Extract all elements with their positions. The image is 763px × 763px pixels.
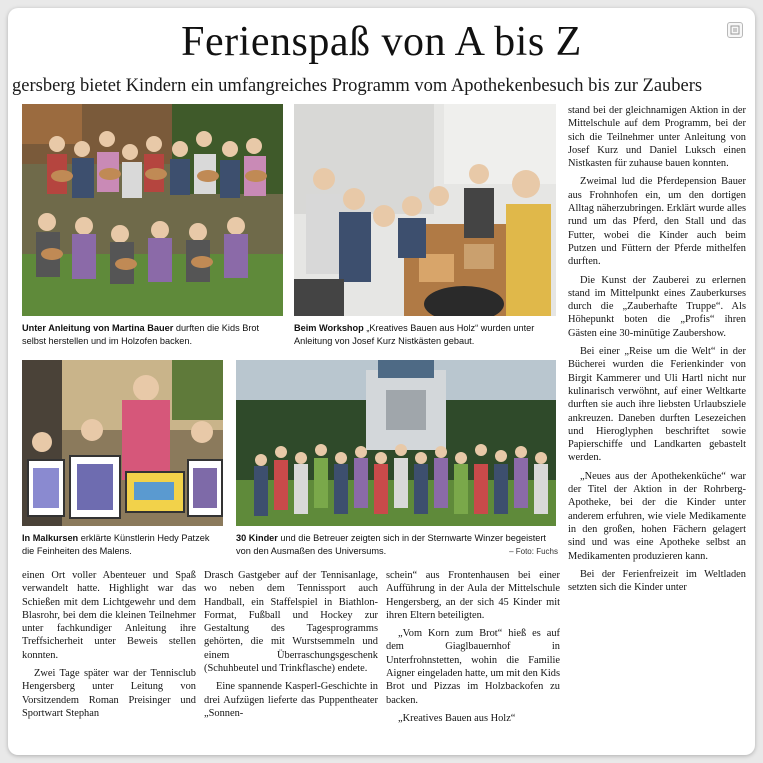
caption-bold: In Malkursen xyxy=(22,533,79,543)
paragraph: schein“ aus Frontenhausen bei einer Aufführung in der Aula der Mittelschule Hengersberg, an der sich 45 Kinder mit ihren Eltern beteiligten. xyxy=(386,570,560,621)
caption-text: erklärte Künstlerin Hedy Patzek die Feinheiten des Malens. xyxy=(22,533,210,556)
photo-bread-baking xyxy=(22,104,283,316)
caption-bold: Unter Anleitung von Martina Bauer xyxy=(22,323,174,333)
text-column-right xyxy=(568,104,746,599)
paragraph: Zweimal lud die Pferdepension Bauer aus Frohnhofen ein, um den dortigen Alltag näherzubringen. Erklärt wurde alles rund um das Pferd, den Stall und das Futter, wobei die Kinder auch beim Putzen und Füttern der Pferde mithelfen durften. xyxy=(568,176,746,268)
paragraph: „Vom Korn zum Brot“ hieß es auf dem Giaglbauernhof in Unterfrohnstetten, wohin die Familie Aigner eingeladen hatte, um mit den Kids Brot und Pizzas im Holzbackofen zu backen. xyxy=(386,628,560,706)
photo-credit: – Foto: Fuchs xyxy=(509,547,558,556)
photo-woodworking xyxy=(294,104,556,316)
paragraph: stand bei der gleichnamigen Aktion in der Mittelschule auf dem Programm, bei der sich die Teilnehmer unter Anleitung von Josef Kurz und Daniel Luksch einen Nistkasten für zuhause bauen konnten. xyxy=(568,105,746,170)
paragraph: Bei der Ferienfreizeit im Weltladen setzten sich die Kinder unter xyxy=(568,568,746,594)
paragraph: Drasch Gastgeber auf der Tennisanlage, wo neben dem Tennissport auch Handball, ein Staffelspiel in Biathlon-Format, Fußball und Hockey zur Gestaltung des Tagesprogramms gehörten, die mit Wurstsemmeln und einem Überraschungsgeschenk (Schuhbeutel und Trinkflasche) endete. xyxy=(204,570,378,675)
photo-painting xyxy=(22,360,223,526)
text-column-bottom-2 xyxy=(204,569,378,725)
text-column-bottom-1 xyxy=(22,569,196,725)
text-column-bottom-3 xyxy=(386,569,560,730)
paragraph: „Neues aus der Apothekenküche“ war der Titel der Aktion in der Rohrberg-Apotheke, bei der die Kinder unter anderem erfuhren, wie viele Medikamente in den großen, hohen Fächern gelagert sind und was eine Apotheke selbst an Medikamenten produzieren kann. xyxy=(568,470,746,562)
caption-text: „Kreatives Bauen aus Holz“ wurden unter Anleitung von Josef Kurz Nistkästen gebaut. xyxy=(294,323,535,346)
paragraph: einen Ort voller Abenteuer und Spaß verwandelt hatte. Highlight war das Schießen mit dem Lichtgewehr und dem Blasrohr, bei dem die kleinen Teilnehmer unter fachkundiger Anleitung ihre Treffsicherheit unter Beweis stellen konnten. xyxy=(22,570,196,661)
caption-bold: Beim Workshop xyxy=(294,323,364,333)
caption-painting xyxy=(22,532,222,558)
newspaper-page xyxy=(8,8,755,755)
photo-observatory xyxy=(236,360,556,526)
caption-bread-baking xyxy=(22,322,284,348)
caption-bold: 30 Kinder xyxy=(236,533,278,543)
paragraph: Eine spannende Kasperl-Geschichte in drei Aufzügen lieferte das Puppentheater „Sonnen- xyxy=(204,681,378,719)
caption-observatory xyxy=(236,532,558,558)
article-headline: Ferienspaß von A bis Z xyxy=(181,19,582,65)
paragraph: Zwei Tage später war der Tennisclub Hengersberg unter Leitung von Vorsitzendem Roman Preisinger und Sportwart Stephan xyxy=(22,668,196,719)
article-subheadline: gersberg bietet Kindern ein umfangreiches Programm vom Apothekenbesuch bis zur Zaubers xyxy=(12,76,703,96)
caption-text: durften die Kids Brot selbst herstellen und im Holzofen backen. xyxy=(22,323,260,346)
paragraph: „Kreatives Bauen aus Holz“ xyxy=(398,712,516,724)
caption-text: und die Betreuer zeigten sich in der Sternwarte Winzer begeistert von den Ausmaßen des Universums. xyxy=(236,533,546,556)
paragraph: Die Kunst der Zauberei zu erlernen stand im Mittelpunkt eines Zauberkurses durch die „Zauberhafte Truppe“. Als Höhepunkt boten die „Profis“ ihren Gästen eine 30-minütige Zaubershow. xyxy=(568,274,746,339)
paragraph: Bei einer „Reise um die Welt“ in der Bücherei wurden die Ferienkinder von Birgit Kammerer und Uli Hartl nicht nur kulinarisch verwöhnt, auf einer Weltkarte durften sie auch ihre liebsten Urlaubsziele ankreuzen. Daneben durften Lesezeichen und Hieroglyphen beschriftet sowie Papierschiffe und Landkarten gebastelt werden. xyxy=(568,346,746,464)
caption-woodworking xyxy=(294,322,558,348)
